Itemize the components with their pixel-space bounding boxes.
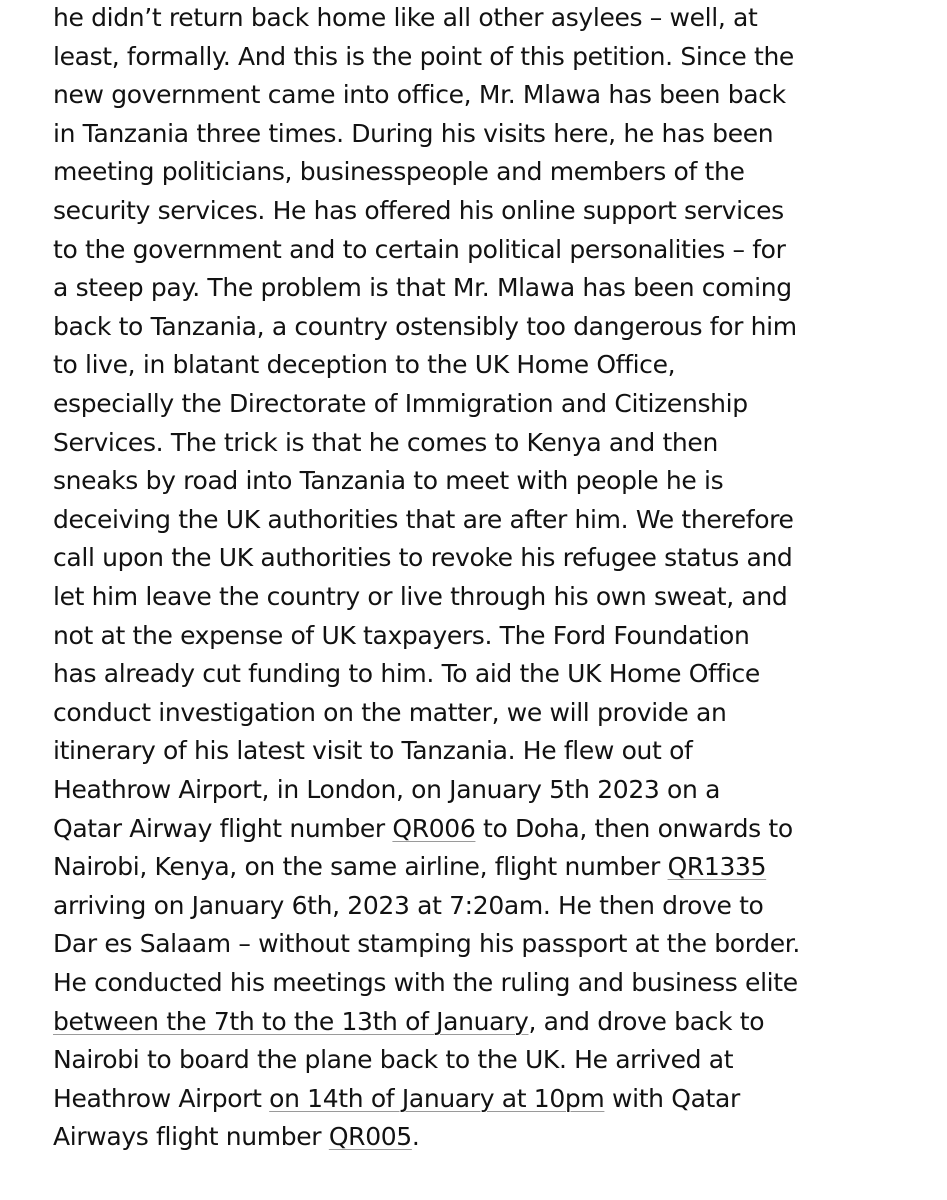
text-line: [53, 385, 748, 424]
text-segment: to the government and to certain political personalities – for: [53, 234, 786, 264]
text-line: [53, 1118, 419, 1157]
text-line: [53, 38, 794, 77]
text-line: [53, 1003, 764, 1042]
text-line: [53, 539, 792, 578]
text-line: [53, 810, 793, 849]
text-line: [53, 694, 727, 733]
text-line: [53, 655, 760, 694]
underlined-text: QR1335: [667, 852, 767, 882]
text-line: [53, 269, 792, 308]
text-line: [53, 848, 766, 887]
text-segment: call upon the UK authorities to revoke his refugee status and: [53, 543, 793, 573]
underlined-text: QR005: [328, 1122, 412, 1152]
text-line: [53, 115, 773, 154]
text-segment: a steep pay. The problem is that Mr. Mlawa has been coming: [53, 273, 792, 303]
text-segment: in Tanzania three times. During his visits here, he has been: [53, 118, 774, 148]
underlined-text: QR006: [392, 813, 476, 843]
text-line: [53, 308, 797, 347]
text-segment: Nairobi, Kenya, on the same airline, flight number: [53, 852, 668, 882]
text-line: [53, 192, 784, 231]
text-line: [53, 462, 723, 501]
text-line: [53, 578, 787, 617]
text-segment: Qatar Airway flight number: [53, 813, 393, 843]
text-segment: Heathrow Airport: [53, 1083, 270, 1113]
text-segment: least, formally. And this is the point of this petition. Since the: [53, 41, 794, 71]
text-segment: to live, in blatant deception to the UK Home Office,: [53, 350, 676, 380]
text-line: [53, 1080, 740, 1119]
text-line: [53, 617, 749, 656]
text-segment: with Qatar: [604, 1083, 740, 1113]
text-line: [53, 732, 693, 771]
text-segment: security services. He has offered his online support services: [53, 196, 784, 225]
text-line: [53, 424, 718, 463]
text-line: [53, 887, 764, 926]
text-segment: has already cut funding to him. To aid the UK Home Office: [53, 659, 760, 689]
text-segment: conduct investigation on the matter, we will provide an: [53, 697, 727, 727]
text-line: [53, 964, 798, 1003]
text-segment: Nairobi to board the plane back to the UK. He arrived at: [53, 1045, 734, 1075]
underlined-text: on 14th of January at 10pm: [269, 1083, 605, 1113]
text-segment: back to Tanzania, a country ostensibly too dangerous for him: [53, 311, 797, 341]
text-segment: .: [411, 1122, 420, 1152]
text-segment: Heathrow Airport, in London, on January 5th 2023 on a: [53, 775, 721, 804]
text-segment: not at the expense of UK taxpayers. The Ford Foundation: [53, 620, 750, 650]
text-line: [53, 346, 675, 385]
text-line: [53, 501, 794, 540]
text-segment: arriving on January 6th, 2023 at 7:20am. He then drove to: [53, 890, 764, 920]
text-line: [53, 153, 745, 192]
text-segment: Dar es Salaam – without stamping his passport at the border.: [53, 929, 800, 959]
text-segment: meeting politicians, businesspeople and members of the: [53, 157, 745, 187]
underlined-text: between the 7th to the 13th of January: [53, 1006, 529, 1036]
text-line: [53, 925, 800, 964]
text-segment: sneaks by road into Tanzania to meet with people he is: [53, 466, 724, 496]
text-segment: deceiving the UK authorities that are after him. We therefore: [53, 504, 794, 534]
text-segment: new government came into office, Mr. Mlawa has been back: [53, 80, 786, 110]
text-line: [53, 76, 786, 115]
text-line: [53, 231, 786, 270]
text-segment: let him leave the country or live through his own sweat, and: [53, 582, 788, 611]
text-segment: Airways flight number: [53, 1122, 329, 1152]
text-segment: especially the Directorate of Immigration and Citizenship: [53, 389, 748, 418]
text-segment: Services. The trick is that he comes to Kenya and then: [53, 427, 718, 457]
text-segment: He conducted his meetings with the ruling and business elite: [53, 968, 798, 997]
text-segment: , and drove back to: [528, 1006, 765, 1036]
text-segment: to Doha, then onwards to: [475, 813, 793, 843]
text-line: [53, 0, 757, 38]
text-segment: itinerary of his latest visit to Tanzania. He flew out of: [53, 736, 693, 766]
text-segment: he didn’t return back home like all other asylees – well, at: [53, 3, 758, 32]
text-line: [53, 771, 720, 810]
text-line: [53, 1041, 733, 1080]
